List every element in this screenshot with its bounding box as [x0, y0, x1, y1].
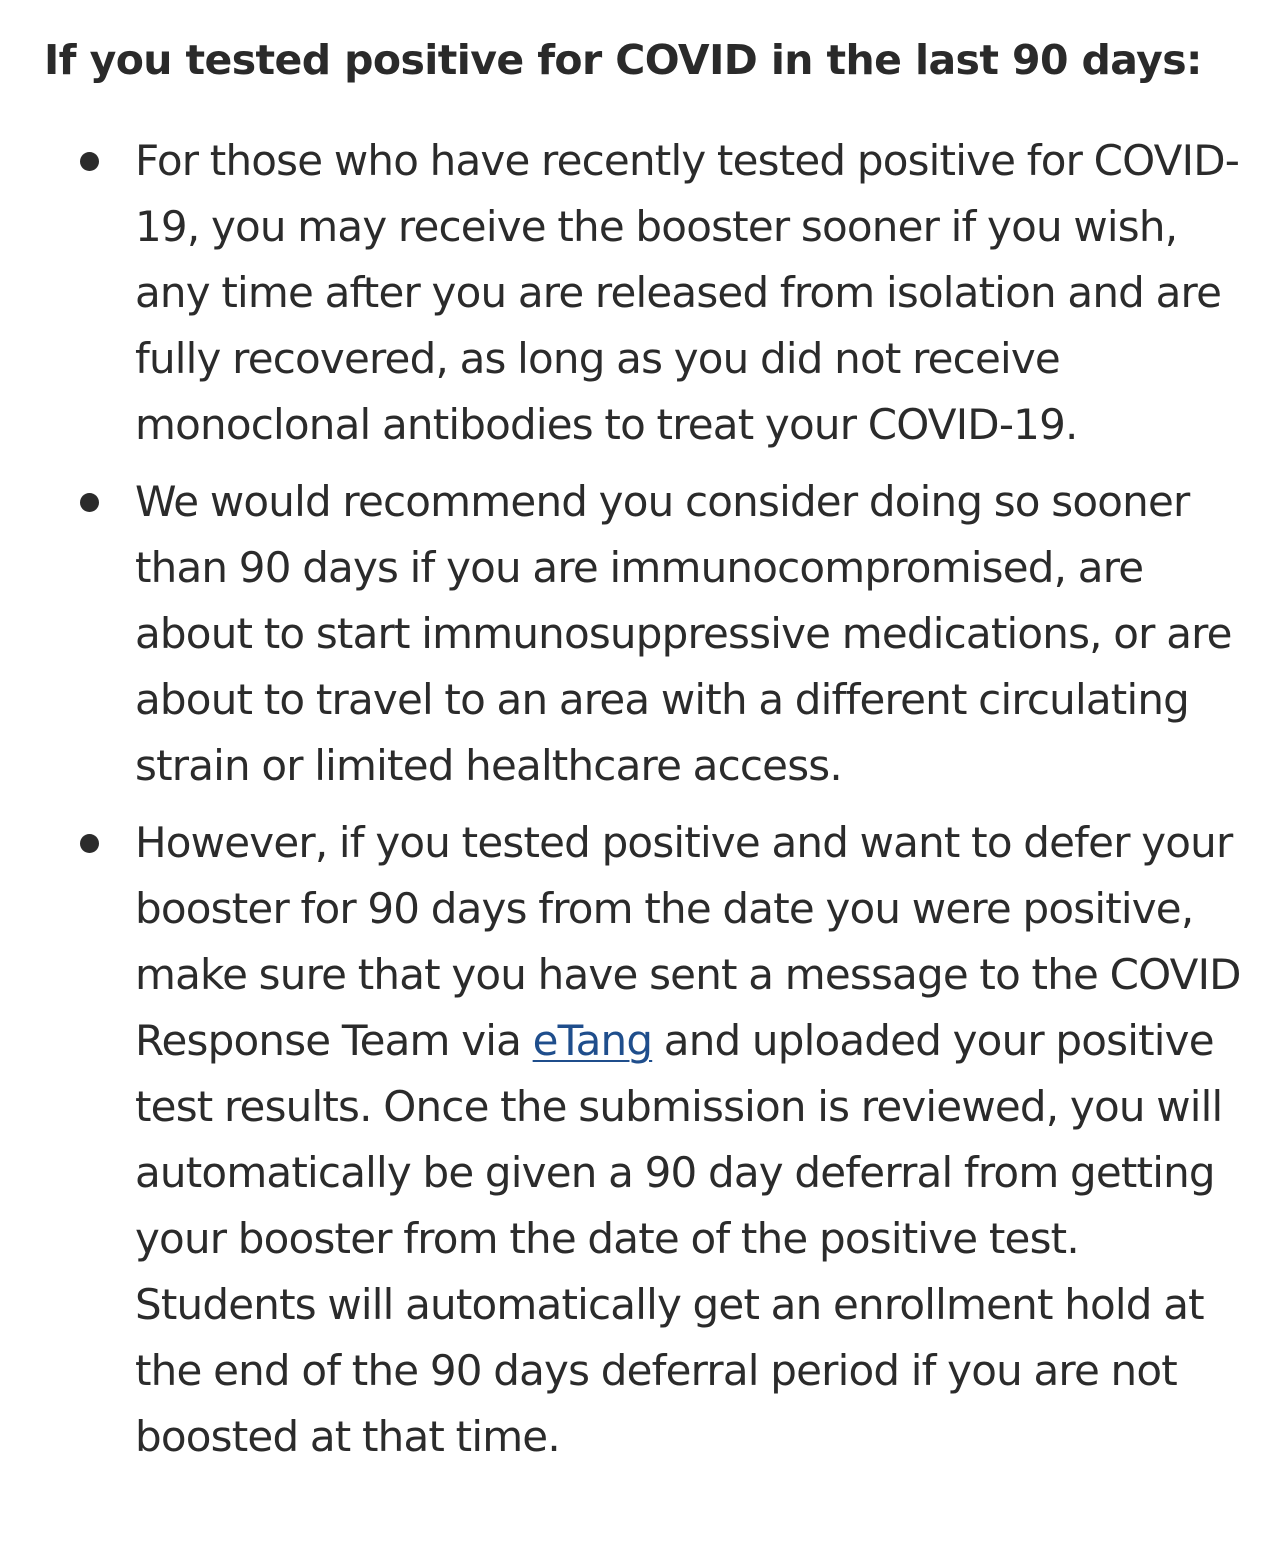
bullet-list	[0, 128, 1282, 1481]
list-item-text: We would recommend you consider doing so sooner than 90 days if you are immunocompromised, are about to start immunosuppressive medications, or are about to travel to an area with a different circulating strain or limited healthcare access.	[135, 477, 1232, 790]
list-item-text	[135, 810, 1245, 1470]
text-after-link: and uploaded your positive test results. Once the submission is reviewed, you will automatically be given a 90 day deferral from getting your booster from the date of the positive test. Students will automatically get an enrollment hold at the end of the 90 days deferral period if you are not boosted at that time.	[135, 1016, 1223, 1461]
bullet-dot-icon	[80, 493, 99, 512]
list-item	[0, 469, 1245, 799]
bullet-dot-icon	[80, 834, 99, 853]
list-item-text: For those who have recently tested positive for COVID-19, you may receive the booster sooner if you wish, any time after you are released from isolation and are fully recovered, as long as you did not receive monoclonal antibodies to treat your COVID-19.	[135, 136, 1240, 449]
bullet-dot-icon	[80, 152, 99, 171]
list-item	[0, 810, 1245, 1470]
text-before-link: However, if you tested positive and want to defer your booster for 90 days from the date you were positive, make sure that you have sent a message to the COVID Response Team via	[135, 818, 1241, 1065]
section-heading: If you tested positive for COVID in the last 90 days:	[44, 36, 1202, 84]
list-item	[0, 128, 1245, 458]
etang-link[interactable]: eTang	[532, 1016, 653, 1065]
